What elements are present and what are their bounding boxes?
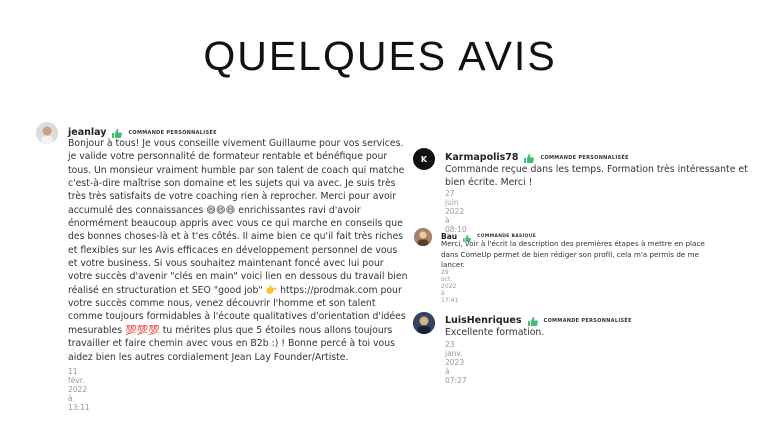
review-date: 27 juin 2022 à 08:10 bbox=[445, 189, 467, 234]
reviewer-name[interactable]: jeanlay bbox=[68, 127, 107, 138]
review-date: 11 févr. 2022 à 13:11 bbox=[68, 367, 90, 412]
review-date: 23 janv. 2023 à 07:27 bbox=[445, 340, 467, 385]
avatar-letter: K bbox=[420, 154, 428, 164]
reviewer-name[interactable]: Karmapolis78 bbox=[445, 152, 519, 163]
reviewer-name[interactable]: Bau bbox=[441, 232, 458, 241]
order-type-badge: COMMANDE BASIQUE bbox=[477, 234, 537, 239]
order-type-badge: COMMANDE PERSONNALISÉE bbox=[128, 129, 217, 136]
review-date: 29 oct. 2022 à 17:41 bbox=[441, 269, 459, 304]
order-type-badge: COMMANDE PERSONNALISÉE bbox=[540, 154, 629, 161]
review-text: Bonjour à tous! Je vous conseille vivement Guillaume pour vos services. je valide votre personnalité de formateur rentable et bénéfique pour tous. Un monsieur vraiment humble par son talent de coach qui matche c'est-à-dire maîtrise son domaine et les sujets qui va avec. Je suis très très très satisfaits de votre coaching rien à reprocher. Merci pour avoir accumulé des connaissances 😄😄😄 enrichissantes ravi d'avoir énormément beaucoup appris avec vous ce qui marche en conseils que des bonnes choses-là et à t'es côtés. Il aime bien ce qu'il fait très riches et flexibles sur les Avis efficaces en développement personnel de vous et votre business. Si vous souhaitez maintenant foncé avec lui pour votre succès d'avenir "clés en main" voici lien en dessous du travail bien réalisé en structuration et SEO "good job" 👉 https://prodmak.com pour votre succès comme nous, venez découvrir l'homme et son talent comme toujours formidables à l'écoute qualitatives d'orientation d'idées mesurables 💯💯💯 tu mérites plus que 5 étoiles nous allons toujours travailler et faire chemin avec vous en B2b :) ! Bonne percé à toi vous aidez bien les autres cordialement Jean Lay Founder/Artiste. bbox=[68, 138, 408, 363]
user-photo-icon bbox=[36, 122, 58, 144]
review-text: Merci, voir à l'écrit la description des premières étapes à mettre en place dans ComeUp permet de bien rédiger son profil, cela m'a permis de me lancer. bbox=[441, 239, 705, 269]
order-type-badge: COMMANDE PERSONNALISÉE bbox=[543, 317, 632, 324]
avatar[interactable] bbox=[413, 312, 435, 334]
avatar[interactable] bbox=[413, 148, 435, 170]
page-title: QUELQUES AVIS bbox=[203, 33, 557, 79]
avatar[interactable] bbox=[36, 122, 58, 144]
review-text: Excellente formation. bbox=[445, 327, 545, 338]
user-photo-icon bbox=[413, 312, 435, 334]
review-text: Commande reçue dans les temps. Formation très intéressante et bien écrite. Merci ! bbox=[445, 164, 748, 189]
avatar[interactable] bbox=[414, 228, 432, 246]
reviewer-name[interactable]: LuisHenriques bbox=[445, 315, 522, 326]
user-photo-icon bbox=[414, 228, 432, 246]
